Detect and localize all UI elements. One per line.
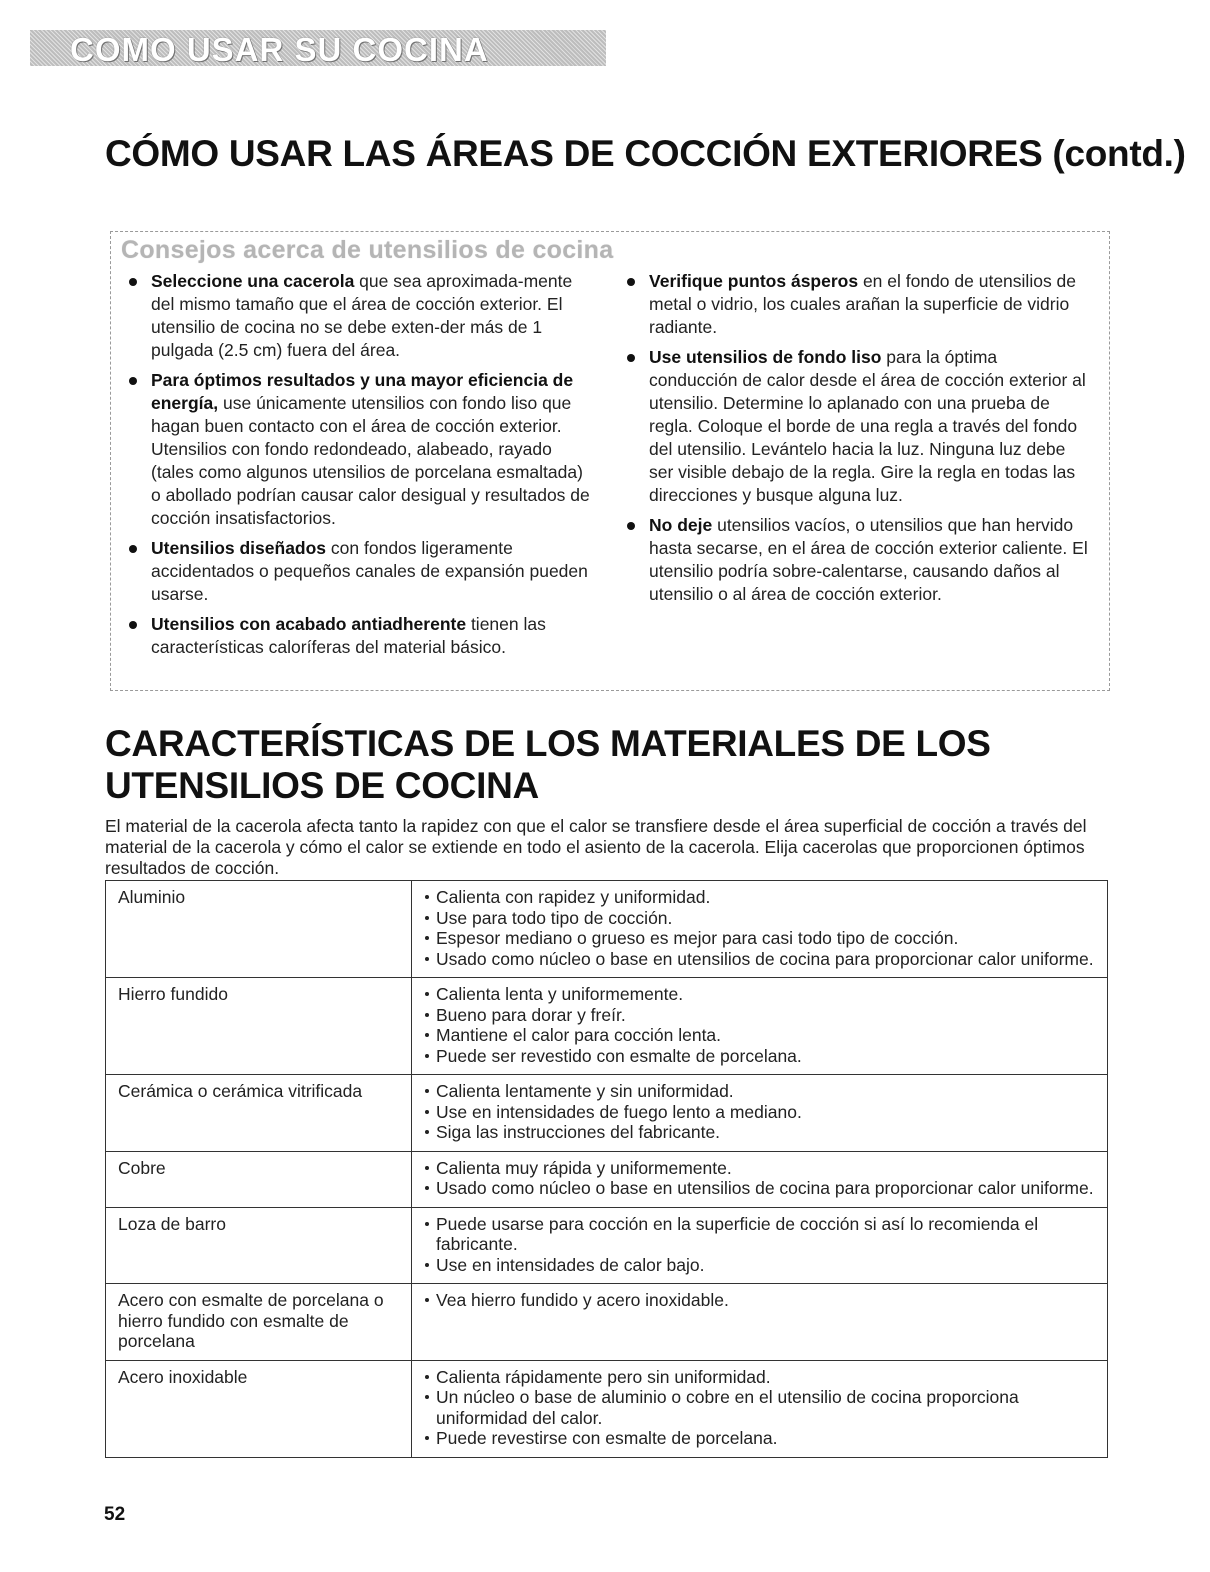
tip-item xyxy=(619,270,1089,339)
property-item: Calienta muy rápida y uniformemente. xyxy=(424,1158,1097,1179)
property-item: Puede ser revestido con esmalte de porcelana. xyxy=(424,1046,1097,1067)
material-name: Loza de barro xyxy=(106,1207,412,1284)
property-item: Espesor mediano o grueso es mejor para casi todo tipo de cocción. xyxy=(424,928,1097,949)
tip-lead: Para óptimos resultados y una mayor eficiencia de energía, xyxy=(151,370,574,413)
tip-lead: Verifique puntos ásperos xyxy=(649,271,859,291)
table-row xyxy=(106,1284,1108,1361)
material-name: Cerámica o cerámica vitrificada xyxy=(106,1075,412,1152)
tip-text: use únicamente utensilios con fondo liso que hagan buen contacto con el área de cocción exterior. Utensilios con fondo redondeado, alabeado, rayado (tales como algunos utensilios de porcelana esmaltada) o abollado podrían causar calor desigual y resultados de cocción insatisfactorios. xyxy=(151,393,590,528)
tip-text: para la óptima conducción de calor desde el área de cocción exterior al utensilio. Determine lo aplanado con una prueba de regla. Coloque el borde de una regla a través del fondo del utensilio. Levántelo hacia la luz. Ninguna luz debe ser visible debajo de la regla. Gire la regla en todas las direcciones y busque alguna luz. xyxy=(649,347,1086,505)
tip-text: que sea aproximada-mente del mismo tamaño que el área de cocción exterior. El utensilio de cocina no se debe exten-der más de 1 pulgada (2.5 cm) fuera del área. xyxy=(151,271,573,360)
table-row xyxy=(106,1151,1108,1207)
materials-table xyxy=(105,880,1108,1458)
property-item: Calienta rápidamente pero sin uniformidad. xyxy=(424,1367,1097,1388)
material-name: Aluminio xyxy=(106,881,412,978)
tips-right-column xyxy=(619,270,1089,613)
tip-item xyxy=(619,514,1089,606)
table-row xyxy=(106,978,1108,1075)
tip-text: en el fondo de utensilios de metal o vidrio, los cuales arañan la superficie de vidrio radiante. xyxy=(649,271,1077,337)
material-name: Acero inoxidable xyxy=(106,1360,412,1457)
table-row xyxy=(106,1075,1108,1152)
tips-title: Consejos acerca de utensilios de cocina xyxy=(121,236,614,264)
material-properties xyxy=(412,881,1108,978)
tip-lead: No deje xyxy=(649,515,713,535)
tip-item xyxy=(121,270,591,362)
section-banner xyxy=(30,30,606,66)
property-item: Siga las instrucciones del fabricante. xyxy=(424,1122,1097,1143)
material-properties xyxy=(412,1075,1108,1152)
material-name: Cobre xyxy=(106,1151,412,1207)
table-row xyxy=(106,881,1108,978)
property-item: Calienta lentamente y sin uniformidad. xyxy=(424,1081,1097,1102)
material-properties xyxy=(412,1207,1108,1284)
banner-title: COMO USAR SU COCINA xyxy=(70,31,489,66)
tip-item xyxy=(619,346,1089,507)
property-item: Bueno para dorar y freír. xyxy=(424,1005,1097,1026)
tip-lead: Seleccione una cacerola xyxy=(151,271,355,291)
material-properties xyxy=(412,1284,1108,1361)
property-item: Usado como núcleo o base en utensilios de cocina para proporcionar calor uniforme. xyxy=(424,1178,1097,1199)
section-title: CARACTERÍSTICAS DE LOS MATERIALES DE LOS UTENSILIOS DE COCINA xyxy=(105,723,991,806)
tips-left-column xyxy=(121,270,591,666)
tip-lead: Use utensilios de fondo liso xyxy=(649,347,882,367)
tip-text: tienen las características caloríferas del material básico. xyxy=(151,614,546,657)
table-row xyxy=(106,1360,1108,1457)
tip-item xyxy=(121,369,591,530)
tips-box xyxy=(110,231,1110,691)
tip-lead: Utensilios diseñados xyxy=(151,538,327,558)
material-name: Acero con esmalte de porcelana o hierro fundido con esmalte de porcelana xyxy=(106,1284,412,1361)
page-number: 52 xyxy=(104,1504,126,1525)
property-item: Vea hierro fundido y acero inoxidable. xyxy=(424,1290,1097,1311)
tip-text: utensilios vacíos, o utensilios que han hervido hasta secarse, en el área de cocción exterior caliente. El utensilio podría sobre-calentarse, causando daños al utensilio o al área de cocción exterior. xyxy=(649,515,1088,604)
property-item: Use en intensidades de calor bajo. xyxy=(424,1255,1097,1276)
property-item: Calienta lenta y uniformemente. xyxy=(424,984,1097,1005)
property-item: Un núcleo o base de aluminio o cobre en el utensilio de cocina proporciona uniformidad del calor. xyxy=(424,1387,1097,1428)
material-name: Hierro fundido xyxy=(106,978,412,1075)
table-row xyxy=(106,1207,1108,1284)
tip-item xyxy=(121,537,591,606)
property-item: Puede usarse para cocción en la superficie de cocción si así lo recomienda el fabricante. xyxy=(424,1214,1097,1255)
property-item: Puede revestirse con esmalte de porcelana. xyxy=(424,1428,1097,1449)
property-item: Use para todo tipo de cocción. xyxy=(424,908,1097,929)
property-item: Mantiene el calor para cocción lenta. xyxy=(424,1025,1097,1046)
tip-lead: Utensilios con acabado antiadherente xyxy=(151,614,467,634)
property-item: Calienta con rapidez y uniformidad. xyxy=(424,887,1097,908)
tip-item xyxy=(121,613,591,659)
material-properties xyxy=(412,978,1108,1075)
page-title: CÓMO USAR LAS ÁREAS DE COCCIÓN EXTERIORES (contd.) xyxy=(105,133,1186,174)
property-item: Usado como núcleo o base en utensilios de cocina para proporcionar calor uniforme. xyxy=(424,949,1097,970)
intro-paragraph: El material de la cacerola afecta tanto la rapidez con que el calor se transfiere desde el área superficial de cocción a través del material de la cacerola y cómo el calor se extiende en todo el asiento de la cacerola. Elija cacerolas que proporcionen óptimos resultados de cocción. xyxy=(105,816,1087,878)
material-properties xyxy=(412,1151,1108,1207)
tip-text: con fondos ligeramente accidentados o pequeños canales de expansión pueden usarse. xyxy=(151,538,588,604)
material-properties xyxy=(412,1360,1108,1457)
property-item: Use en intensidades de fuego lento a mediano. xyxy=(424,1102,1097,1123)
